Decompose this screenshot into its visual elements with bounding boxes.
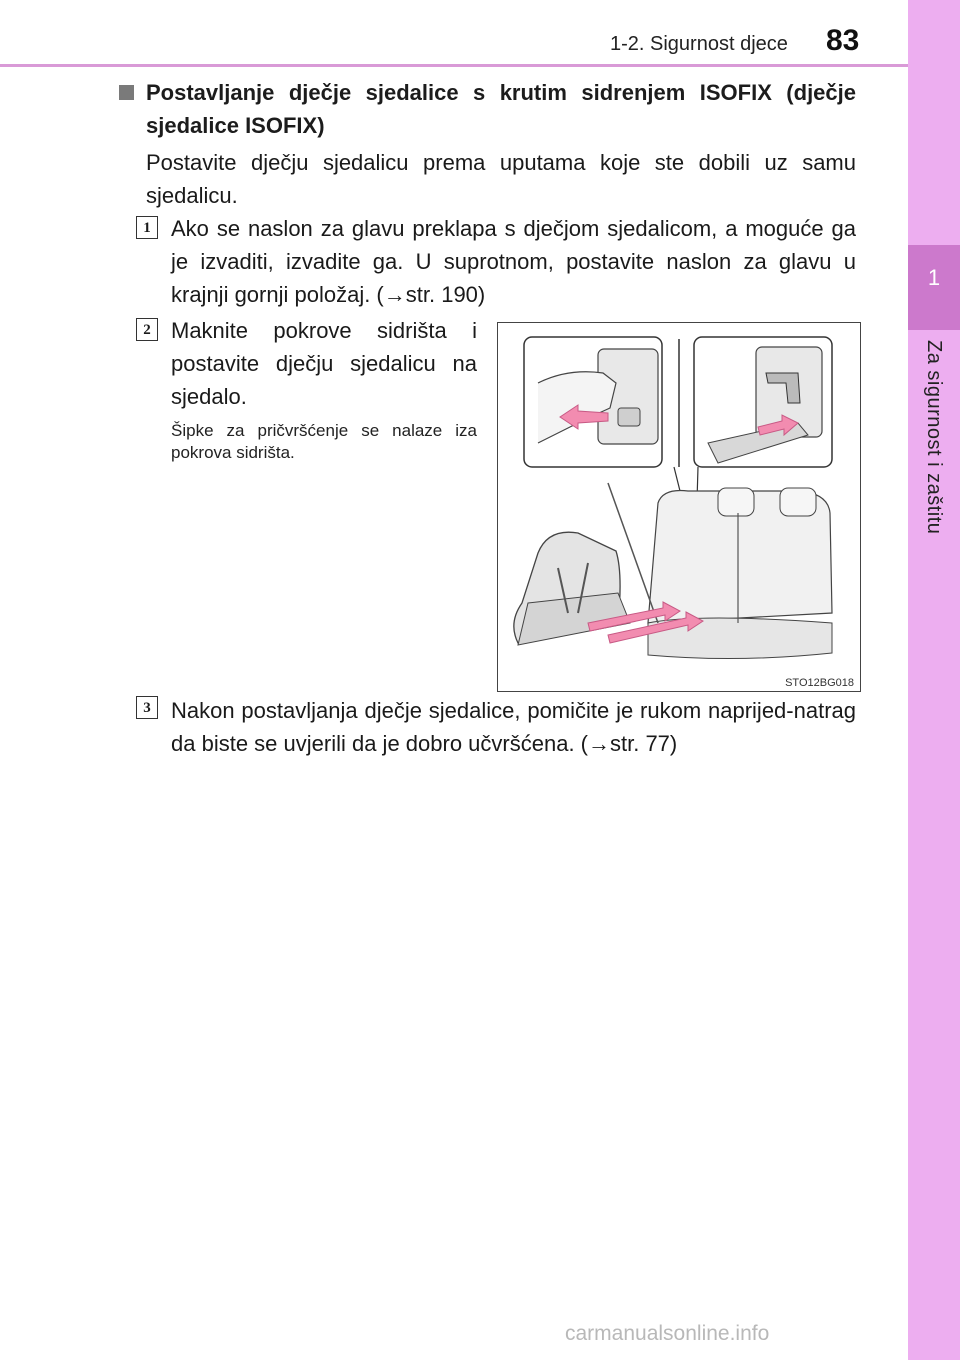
header-divider bbox=[0, 64, 908, 67]
step-3-badge: 3 bbox=[136, 696, 158, 719]
step-1-badge: 1 bbox=[136, 216, 158, 239]
step-2-note: Šipke za pričvršćenje se nalaze iza pokrova sidrišta. bbox=[171, 421, 477, 462]
isofix-illustration bbox=[497, 322, 861, 692]
step-2-text: Maknite pokrove sidrišta i postavite dječju sjedalicu na sjedalo. bbox=[171, 318, 477, 409]
page-number: 83 bbox=[826, 24, 860, 57]
section-heading: Postavljanje dječje sjedalice s krutim sidrenjem ISOFIX (dječje sjedalice ISOFIX) bbox=[146, 80, 856, 138]
isofix-drawing bbox=[498, 323, 860, 691]
section-title: 1-2. Sigurnost djece bbox=[610, 33, 788, 55]
step-2-badge: 2 bbox=[136, 318, 158, 341]
figure-code: STO12BG018 bbox=[785, 677, 854, 689]
chapter-number: 1 bbox=[927, 265, 941, 290]
heading-bullet-icon bbox=[119, 85, 134, 100]
chapter-side-tab bbox=[908, 0, 960, 1360]
intro-paragraph: Postavite dječju sjedalicu prema uputama koje ste dobili uz samu sjedalicu. bbox=[146, 150, 856, 208]
step-1-text: Ako se naslon za glavu preklapa s dječjom sjedalicom, a moguće ga je izvaditi, izvadite ga. U suprotnom, postavite naslon za glavu u krajnji gornji položaj. (→str. 190) bbox=[171, 216, 856, 307]
chapter-label: Za sigurnost i zaštitu bbox=[923, 340, 945, 535]
step-3-text: Nakon postavljanja dječje sjedalice, pomičite je rukom naprijed-natrag da biste se uvjerili da je dobro učvršćena. (→str. 77) bbox=[171, 698, 856, 756]
watermark: carmanualsonline.info bbox=[565, 1322, 770, 1345]
